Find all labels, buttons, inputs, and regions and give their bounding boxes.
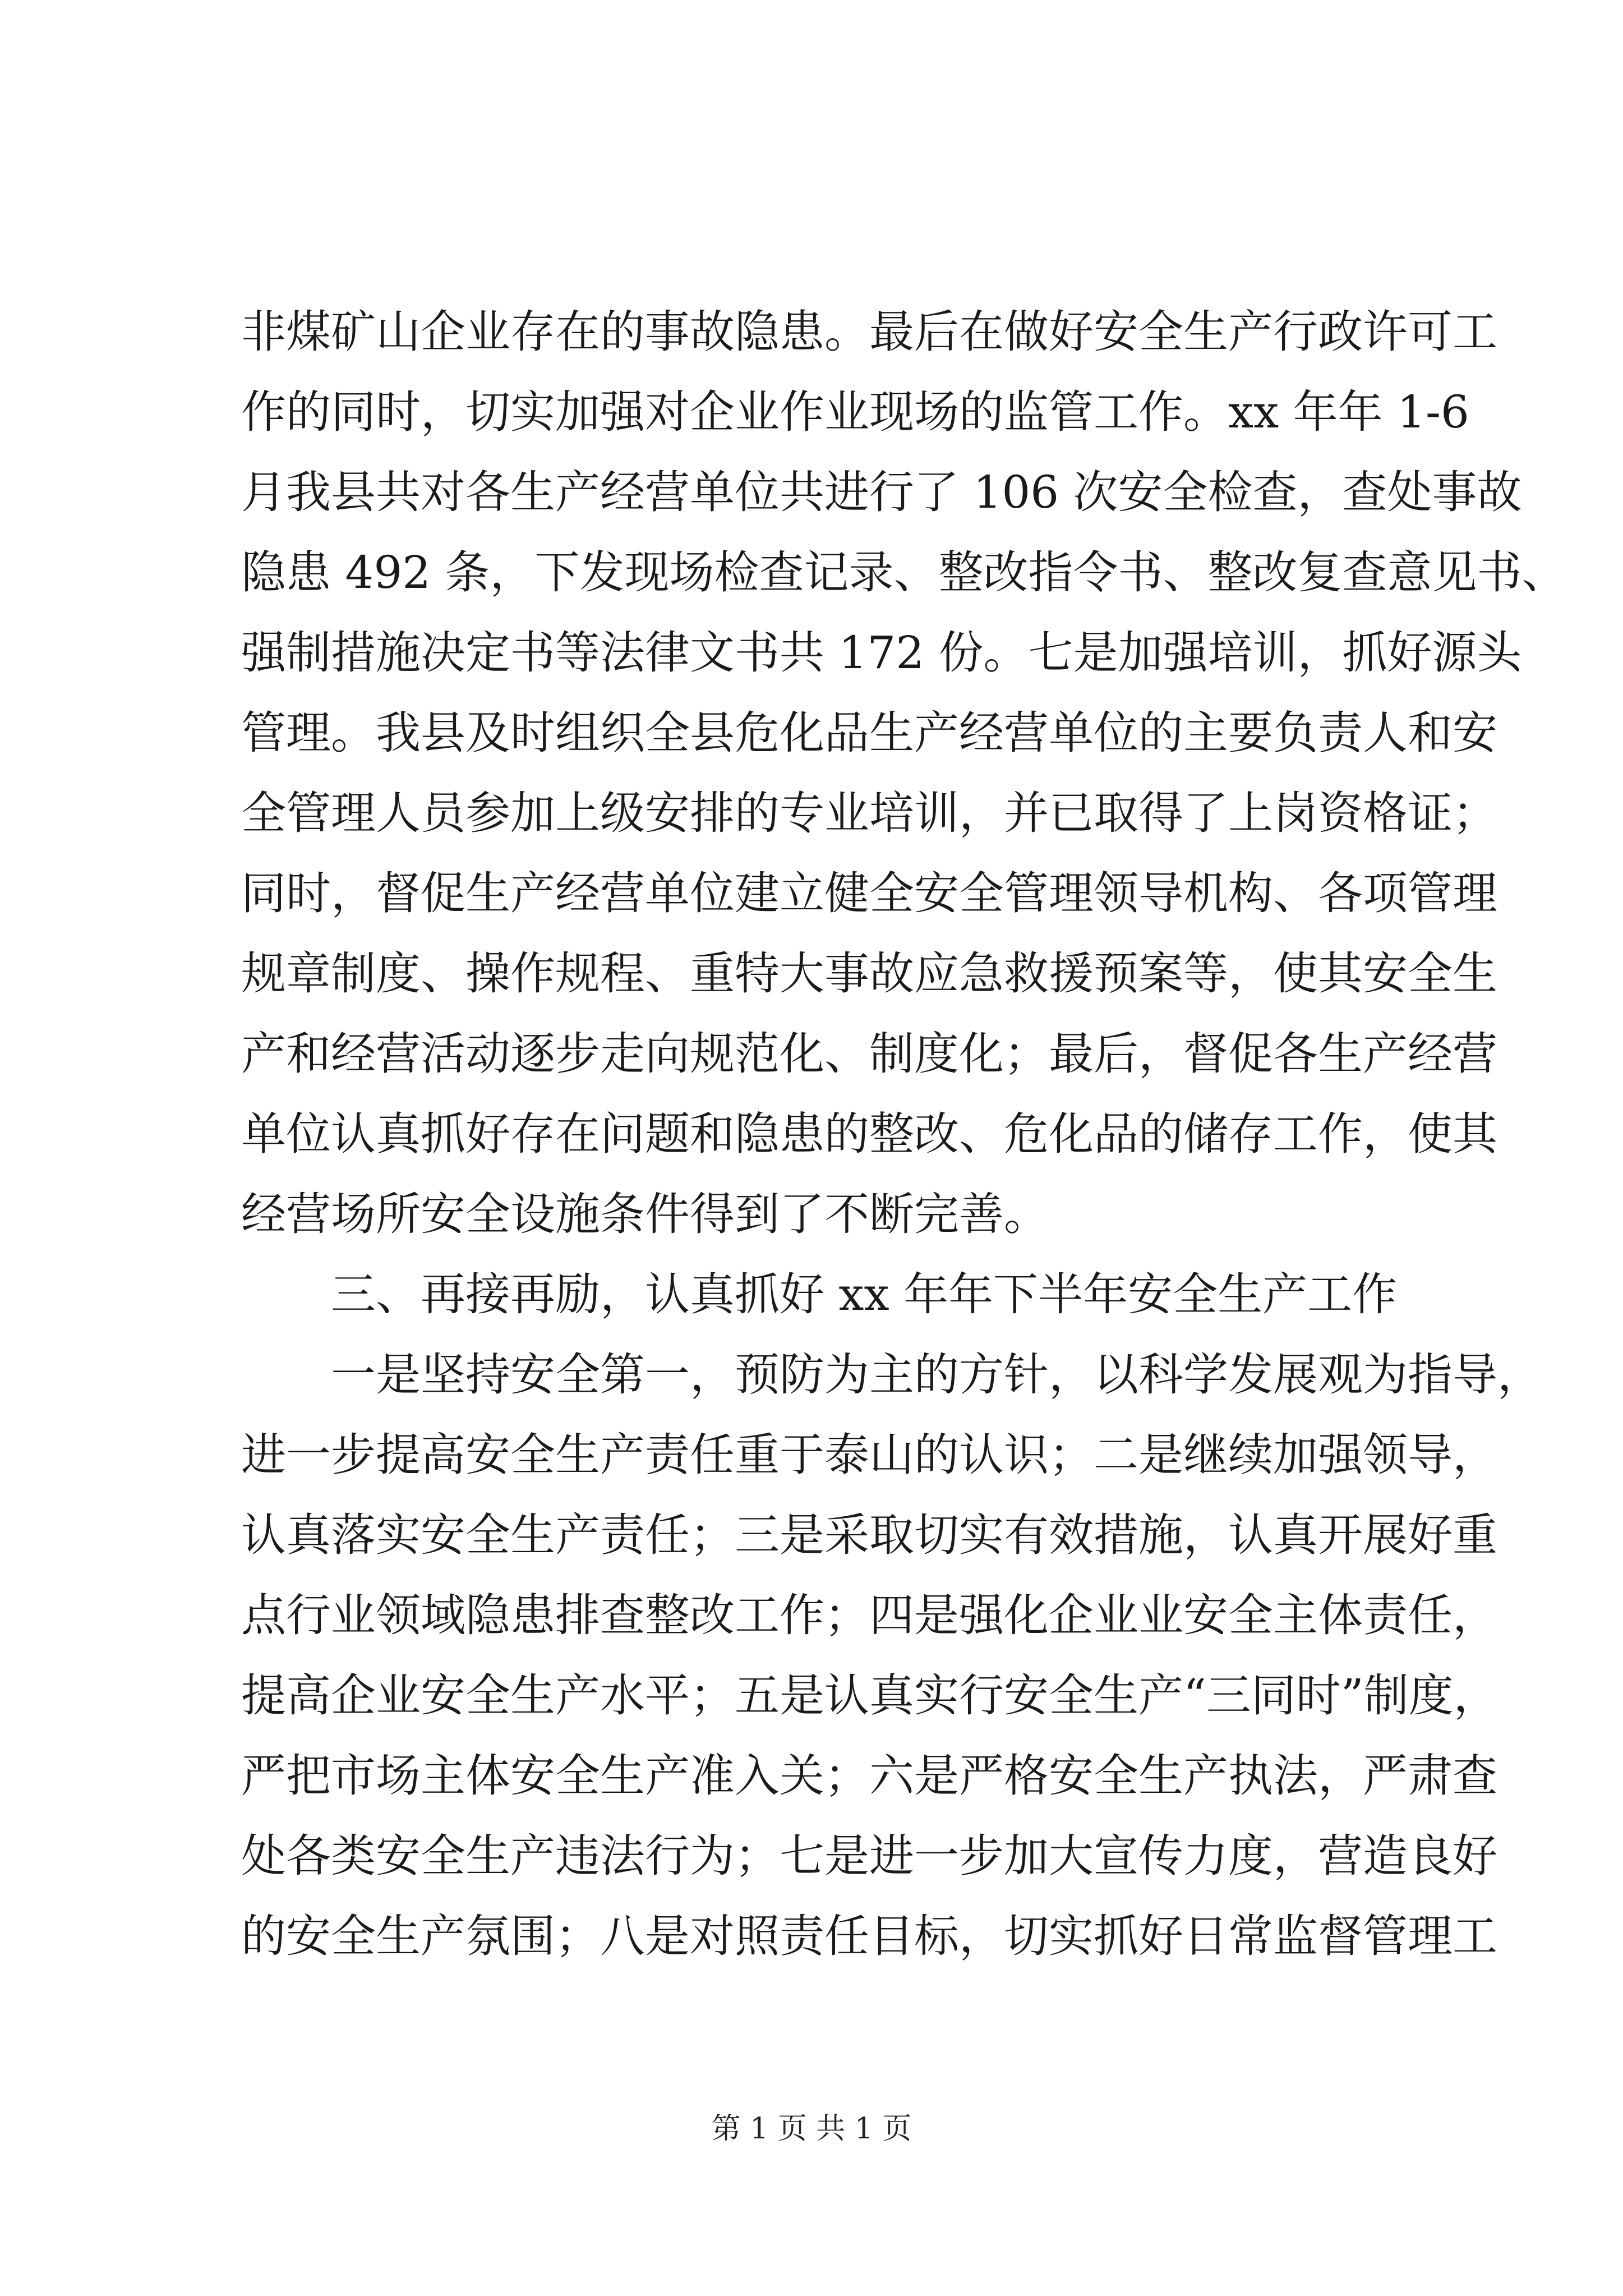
text-line: 同时，督促生产经营单位建立健全安全管理领导机构、各项管理: [241, 867, 1497, 919]
text-line: 产和经营活动逐步走向规范化、制度化；最后，督促各生产经营: [241, 1028, 1497, 1080]
text-line: 单位认真抓好存在问题和隐患的整改、危化品的储存工作，使其: [241, 1108, 1497, 1160]
document-body: [241, 292, 1567, 1976]
text-line: 非煤矿山企业存在的事故隐患。最后在做好安全生产行政许可工: [241, 306, 1497, 358]
section-heading: 三、再接再励，认真抓好 xx 年年下半年安全生产工作: [331, 1268, 1398, 1320]
text-line: 的安全生产氛围；八是对照责任目标，切实抓好日常监督管理工: [241, 1910, 1497, 1962]
text-line: 全管理人员参加上级安排的专业培训，并已取得了上岗资格证；: [241, 787, 1497, 839]
text-line: 严把市场主体安全生产准入关；六是严格安全生产执法，严肃查: [241, 1750, 1497, 1802]
text-line: 强制措施决定书等法律文书共 172 份。七是加强培训，抓好源头: [241, 627, 1522, 679]
text-line: 经营场所安全设施条件得到了不断完善。: [241, 1188, 1049, 1240]
text-line: 提高企业安全生产水平；五是认真实行安全生产“三同时”制度，: [241, 1669, 1498, 1722]
text-line: 管理。我县及时组织全县危化品生产经营单位的主要负责人和安: [241, 707, 1497, 759]
text-line: 作的同时，切实加强对企业作业现场的监管工作。xx 年年 1-6: [241, 386, 1469, 438]
text-line: 隐患 492 条，下发现场检查记录、整改指令书、整改复查意见书、: [241, 546, 1567, 599]
text-line: 规章制度、操作规程、重特大事故应急救援预案等，使其安全生: [241, 947, 1497, 1000]
text-line: 点行业领域隐患排查整改工作；四是强化企业业安全主体责任，: [241, 1589, 1497, 1641]
page-footer: 第 1 页 共 1 页: [711, 2112, 912, 2146]
text-line: 一是坚持安全第一，预防为主的方针，以科学发展观为指导，: [331, 1349, 1542, 1401]
text-line: 处各类安全生产违法行为；七是进一步加大宣传力度，营造良好: [241, 1830, 1497, 1882]
text-line: 认真落实安全生产责任；三是采取切实有效措施，认真开展好重: [241, 1509, 1497, 1561]
text-line: 月我县共对各生产经营单位共进行了 106 次安全检查，查处事故: [241, 466, 1522, 518]
text-line: 进一步提高安全生产责任重于泰山的认识；二是继续加强领导，: [241, 1429, 1497, 1481]
